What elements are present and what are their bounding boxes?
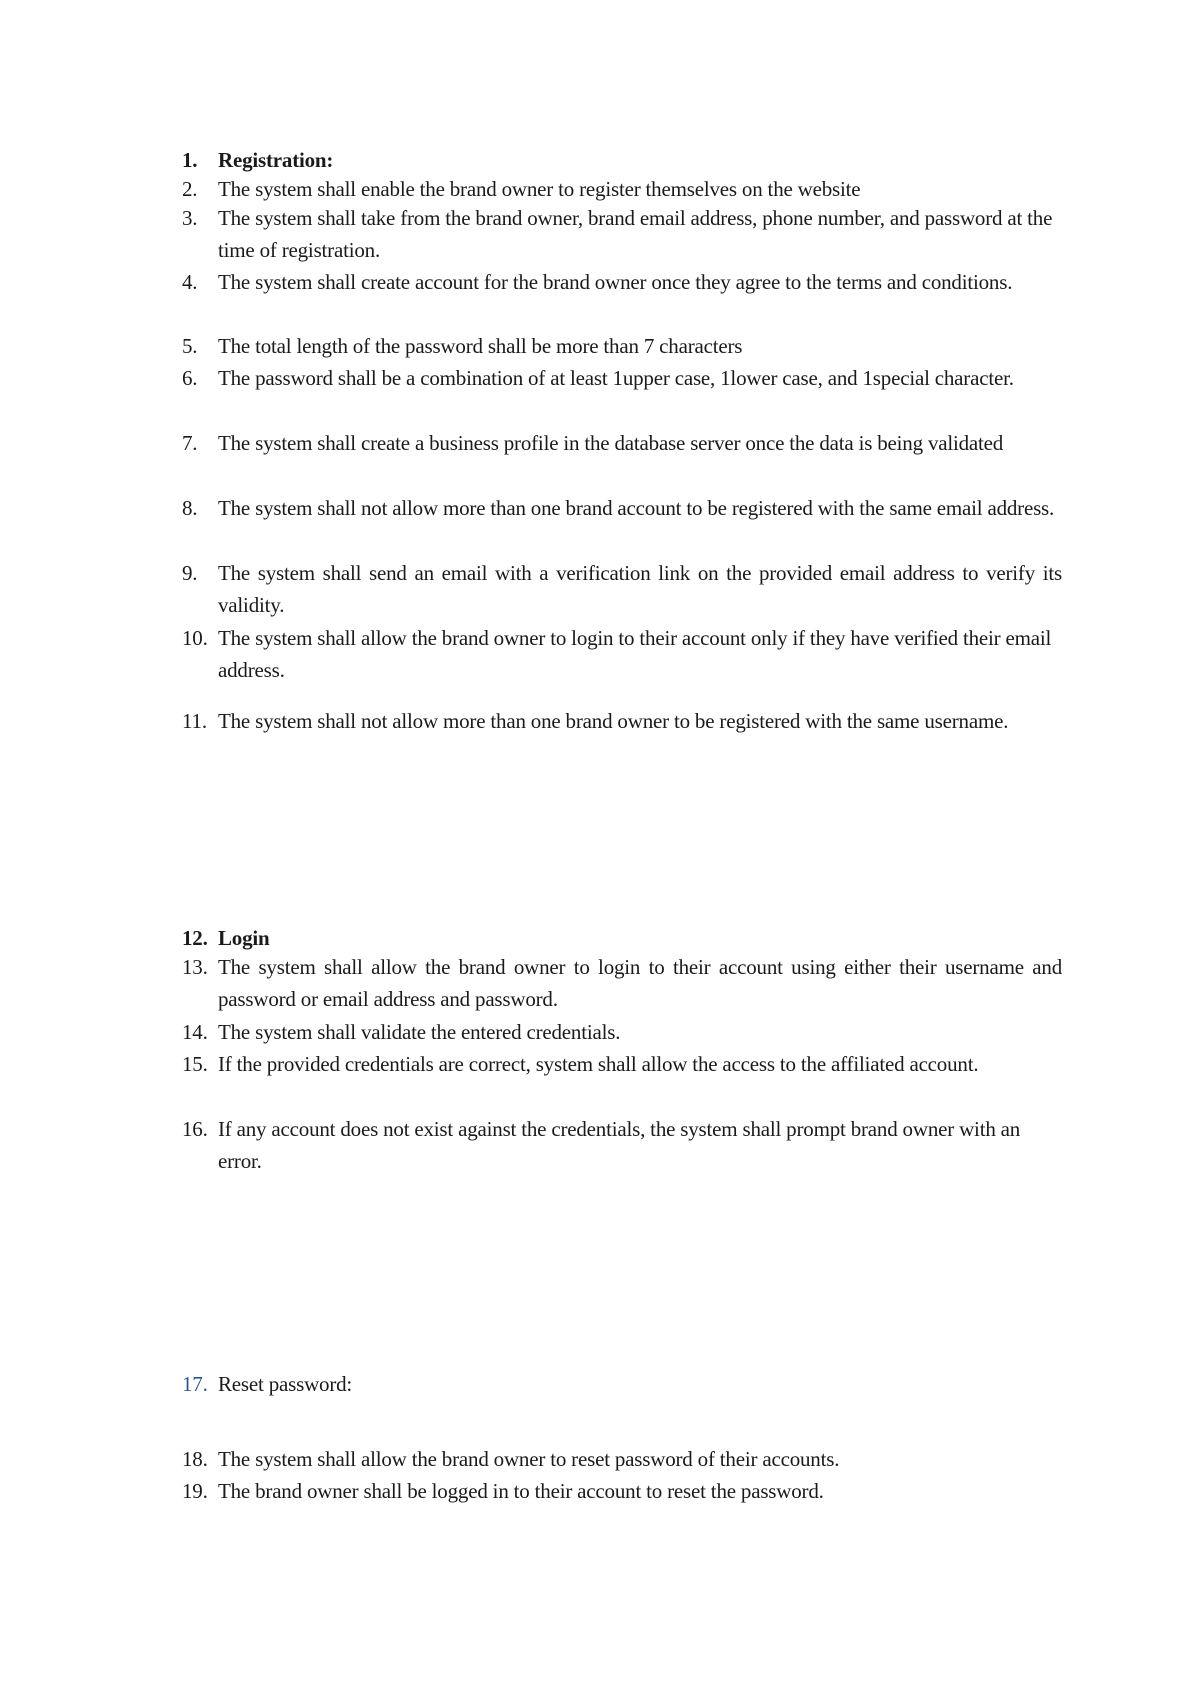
- list-number: 5.: [182, 334, 198, 358]
- list-item: [182, 1475, 1062, 1507]
- list-number: 12.: [182, 926, 208, 950]
- list-item: [182, 492, 1062, 524]
- section-title: Reset password:: [218, 1372, 353, 1396]
- section-title: Registration:: [218, 148, 334, 172]
- list-item: [182, 362, 1062, 394]
- list-number: 14.: [182, 1020, 208, 1044]
- list-item: [182, 622, 1062, 686]
- list-number: 1.: [182, 148, 198, 172]
- list-text: The system shall allow the brand owner to login to their account only if they have verified their email address.: [218, 626, 1052, 682]
- list-text: The system shall allow the brand owner to reset password of their accounts.: [218, 1447, 840, 1471]
- list-text: If the provided credentials are correct, system shall allow the access to the affiliated account.: [218, 1052, 979, 1076]
- reset-password-heading: [182, 1368, 1062, 1400]
- list-number: 2.: [182, 177, 198, 201]
- list-number: 16.: [182, 1117, 208, 1141]
- list-text: The system shall not allow more than one brand owner to be registered with the same username.: [218, 709, 1009, 733]
- list-text: The system shall create a business profile in the database server once the data is being validated: [218, 431, 1004, 455]
- list-number: 19.: [182, 1479, 208, 1503]
- list-number: 10.: [182, 626, 208, 650]
- registration-heading: [182, 144, 1062, 176]
- list-item: [182, 1016, 1062, 1048]
- list-text: If any account does not exist against the credentials, the system shall prompt brand owner with an error.: [218, 1117, 1021, 1173]
- list-text: The system shall not allow more than one brand account to be registered with the same email address.: [218, 496, 1055, 520]
- list-text: The brand owner shall be logged in to their account to reset the password.: [218, 1479, 824, 1503]
- list-text: The system shall take from the brand owner, brand email address, phone number, and password at the time of registration.: [218, 206, 1053, 262]
- list-number: 7.: [182, 431, 198, 455]
- list-item: [182, 951, 1062, 1015]
- list-item: [182, 705, 1062, 737]
- list-item: [182, 266, 1062, 298]
- list-text: The system shall enable the brand owner to register themselves on the website: [218, 177, 861, 201]
- list-text: The system shall validate the entered credentials.: [218, 1020, 621, 1044]
- section-title: Login: [218, 926, 270, 950]
- list-number: 18.: [182, 1447, 208, 1471]
- list-number: 3.: [182, 206, 198, 230]
- list-text: The system shall allow the brand owner to login to their account using either their username and password or email address and password.: [218, 955, 1062, 1011]
- list-item: [182, 427, 1062, 459]
- list-number: 6.: [182, 366, 198, 390]
- list-text: The system shall create account for the brand owner once they agree to the terms and conditions.: [218, 270, 1013, 294]
- list-number: 17.: [182, 1372, 208, 1396]
- login-heading: [182, 922, 1062, 954]
- list-item: [182, 330, 1062, 362]
- list-number: 9.: [182, 561, 198, 585]
- list-number: 11.: [182, 709, 207, 733]
- list-number: 15.: [182, 1052, 208, 1076]
- list-item: [182, 1443, 1062, 1475]
- list-text: The password shall be a combination of at least 1upper case, 1lower case, and 1special character.: [218, 366, 1014, 390]
- list-text: The system shall send an email with a verification link on the provided email address to verify its validity.: [218, 561, 1062, 617]
- list-number: 4.: [182, 270, 198, 294]
- list-item: [182, 557, 1062, 621]
- list-text: The total length of the password shall be more than 7 characters: [218, 334, 743, 358]
- list-item: [182, 173, 1062, 205]
- list-item: [182, 1048, 1062, 1080]
- list-number: 8.: [182, 496, 198, 520]
- list-item: [182, 1113, 1062, 1177]
- list-number: 13.: [182, 955, 208, 979]
- list-item: [182, 202, 1062, 266]
